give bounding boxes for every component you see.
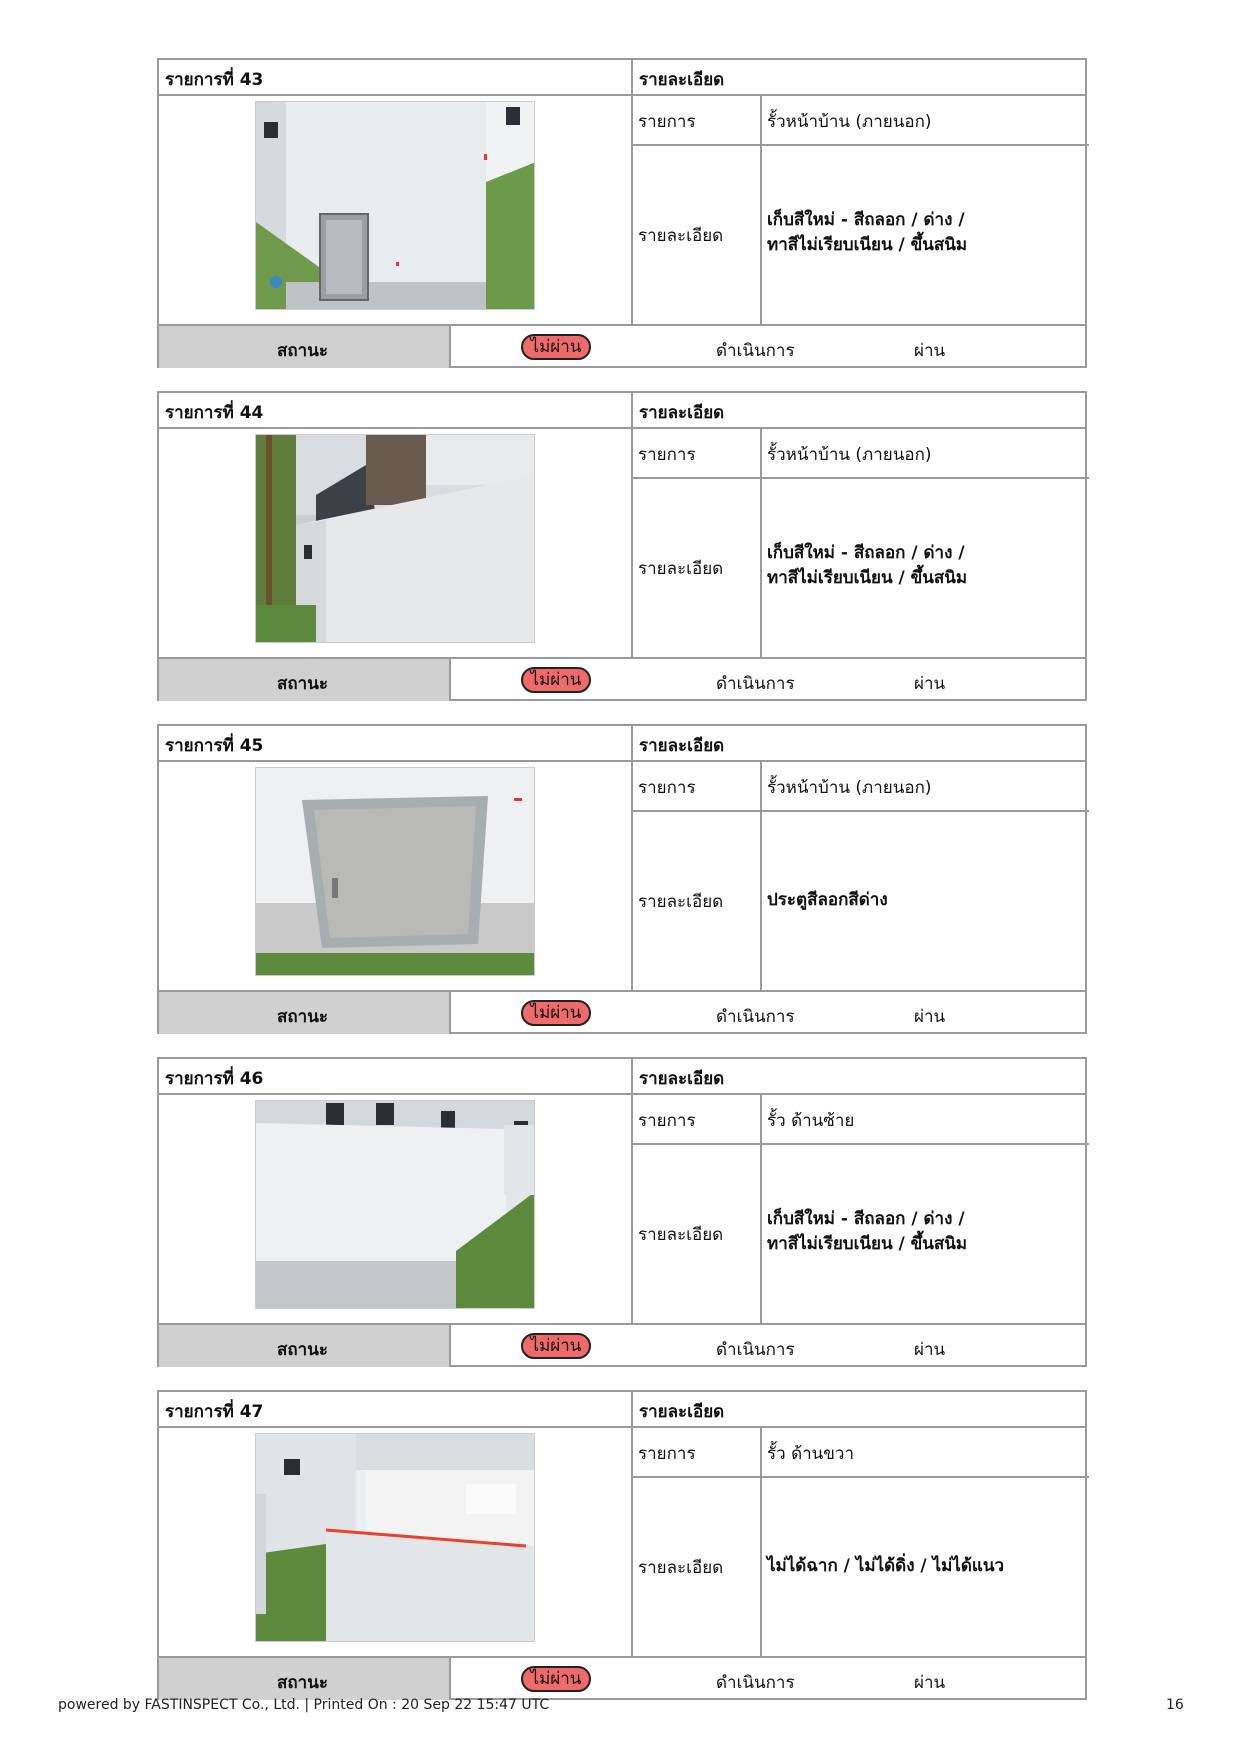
- status-in-progress[interactable]: ดำเนินการ: [716, 341, 795, 361]
- photo-right-side-fence: [256, 1434, 535, 1642]
- item-label: รายการ: [638, 1111, 696, 1131]
- status-pass[interactable]: ผ่าน: [914, 1340, 946, 1360]
- status-pass[interactable]: ผ่าน: [914, 1673, 946, 1693]
- divider: [760, 1426, 762, 1656]
- photo-front-fence-wall: [256, 435, 535, 643]
- detail-line: ประตูสีลอกสีด่าง: [767, 890, 888, 910]
- status-row: [159, 990, 1085, 1036]
- divider: [760, 1093, 762, 1323]
- inspection-photo[interactable]: [255, 434, 535, 643]
- status-fail-badge[interactable]: ไม่ผ่าน: [521, 334, 591, 360]
- detail-value: [767, 1554, 1077, 1579]
- status-pass[interactable]: ผ่าน: [914, 674, 946, 694]
- photo-left-side-fence: [256, 1101, 535, 1309]
- detail-line: เก็บสีใหม่ - สีถลอก / ด่าง /: [767, 543, 965, 563]
- item-title: รายการที่ 44: [165, 403, 264, 423]
- photo-wall-access-door: [256, 102, 535, 310]
- item-label: รายการ: [638, 778, 696, 798]
- item-value: รั้วหน้าบ้าน (ภายนอก): [767, 112, 932, 132]
- inspection-item-card: [157, 1390, 1087, 1700]
- detail-header: รายละเอียด: [639, 70, 725, 90]
- status-label: สถานะ: [277, 1673, 328, 1693]
- item-title: รายการที่ 45: [165, 736, 264, 756]
- inspection-photo[interactable]: [255, 1100, 535, 1309]
- card-header-row: [159, 393, 1085, 429]
- divider: [631, 726, 633, 990]
- status-in-progress[interactable]: ดำเนินการ: [716, 1007, 795, 1027]
- status-row: [159, 324, 1085, 370]
- status-in-progress[interactable]: ดำเนินการ: [716, 1340, 795, 1360]
- inspection-photo[interactable]: [255, 1433, 535, 1642]
- detail-header: รายละเอียด: [639, 403, 725, 423]
- detail-label: รายละเอียด: [638, 559, 724, 579]
- detail-value: [767, 208, 1077, 258]
- detail-header: รายละเอียด: [639, 1402, 725, 1422]
- detail-header: รายละเอียด: [639, 736, 725, 756]
- inspection-photo[interactable]: [255, 767, 535, 976]
- page-number: 16: [1166, 1697, 1184, 1713]
- item-title: รายการที่ 43: [165, 70, 264, 90]
- detail-value: [767, 888, 1077, 913]
- divider: [631, 1143, 1089, 1145]
- card-header-row: [159, 726, 1085, 762]
- detail-line: ทาสีไม่เรียบเนียน / ขึ้นสนิม: [767, 568, 968, 588]
- detail-value: [767, 541, 1077, 591]
- status-label: สถานะ: [277, 341, 328, 361]
- detail-value: [767, 1207, 1077, 1257]
- item-value: รั้วหน้าบ้าน (ภายนอก): [767, 445, 932, 465]
- detail-line: เก็บสีใหม่ - สีถลอก / ด่าง /: [767, 1209, 965, 1229]
- item-value: รั้วหน้าบ้าน (ภายนอก): [767, 778, 932, 798]
- status-label: สถานะ: [277, 674, 328, 694]
- inspection-item-card: [157, 724, 1087, 1034]
- divider: [631, 60, 633, 324]
- detail-line: ทาสีไม่เรียบเนียน / ขึ้นสนิม: [767, 1234, 968, 1254]
- detail-label: รายละเอียด: [638, 1225, 724, 1245]
- item-value: รั้ว ด้านซ้าย: [767, 1111, 855, 1131]
- status-pass[interactable]: ผ่าน: [914, 1007, 946, 1027]
- divider: [760, 94, 762, 324]
- divider: [760, 427, 762, 657]
- status-in-progress[interactable]: ดำเนินการ: [716, 674, 795, 694]
- detail-header: รายละเอียด: [639, 1069, 725, 1089]
- status-row: [159, 1656, 1085, 1702]
- status-pass[interactable]: ผ่าน: [914, 341, 946, 361]
- detail-line: ไม่ได้ฉาก / ไม่ได้ดิ่ง / ไม่ได้แนว: [767, 1556, 1005, 1576]
- divider: [631, 144, 1089, 146]
- item-value: รั้ว ด้านขวา: [767, 1444, 855, 1464]
- divider: [631, 810, 1089, 812]
- detail-line: ทาสีไม่เรียบเนียน / ขึ้นสนิม: [767, 235, 968, 255]
- divider: [631, 393, 633, 657]
- status-label: สถานะ: [277, 1340, 328, 1360]
- status-fail-badge[interactable]: ไม่ผ่าน: [521, 667, 591, 693]
- inspection-photo[interactable]: [255, 101, 535, 310]
- divider: [631, 1059, 633, 1323]
- card-header-row: [159, 60, 1085, 96]
- detail-line: เก็บสีใหม่ - สีถลอก / ด่าง /: [767, 210, 965, 230]
- card-header-row: [159, 1059, 1085, 1095]
- detail-label: รายละเอียด: [638, 226, 724, 246]
- item-title: รายการที่ 46: [165, 1069, 264, 1089]
- photo-access-door-close-up: [256, 768, 535, 976]
- item-label: รายการ: [638, 445, 696, 465]
- footer-printed-info: powered by FASTINSPECT Co., Ltd. | Printed On : 20 Sep 22 15:47 UTC: [58, 1697, 550, 1713]
- status-fail-badge[interactable]: ไม่ผ่าน: [521, 1666, 591, 1692]
- inspection-item-card: [157, 391, 1087, 701]
- status-in-progress[interactable]: ดำเนินการ: [716, 1673, 795, 1693]
- status-fail-badge[interactable]: ไม่ผ่าน: [521, 1333, 591, 1359]
- status-row: [159, 657, 1085, 703]
- card-header-row: [159, 1392, 1085, 1428]
- item-label: รายการ: [638, 112, 696, 132]
- divider: [631, 1392, 633, 1656]
- detail-label: รายละเอียด: [638, 1558, 724, 1578]
- item-label: รายการ: [638, 1444, 696, 1464]
- inspection-item-card: [157, 1057, 1087, 1367]
- item-title: รายการที่ 47: [165, 1402, 264, 1422]
- status-row: [159, 1323, 1085, 1369]
- divider: [631, 1476, 1089, 1478]
- inspection-item-card: [157, 58, 1087, 368]
- status-label: สถานะ: [277, 1007, 328, 1027]
- detail-label: รายละเอียด: [638, 892, 724, 912]
- divider: [760, 760, 762, 990]
- divider: [631, 477, 1089, 479]
- status-fail-badge[interactable]: ไม่ผ่าน: [521, 1000, 591, 1026]
